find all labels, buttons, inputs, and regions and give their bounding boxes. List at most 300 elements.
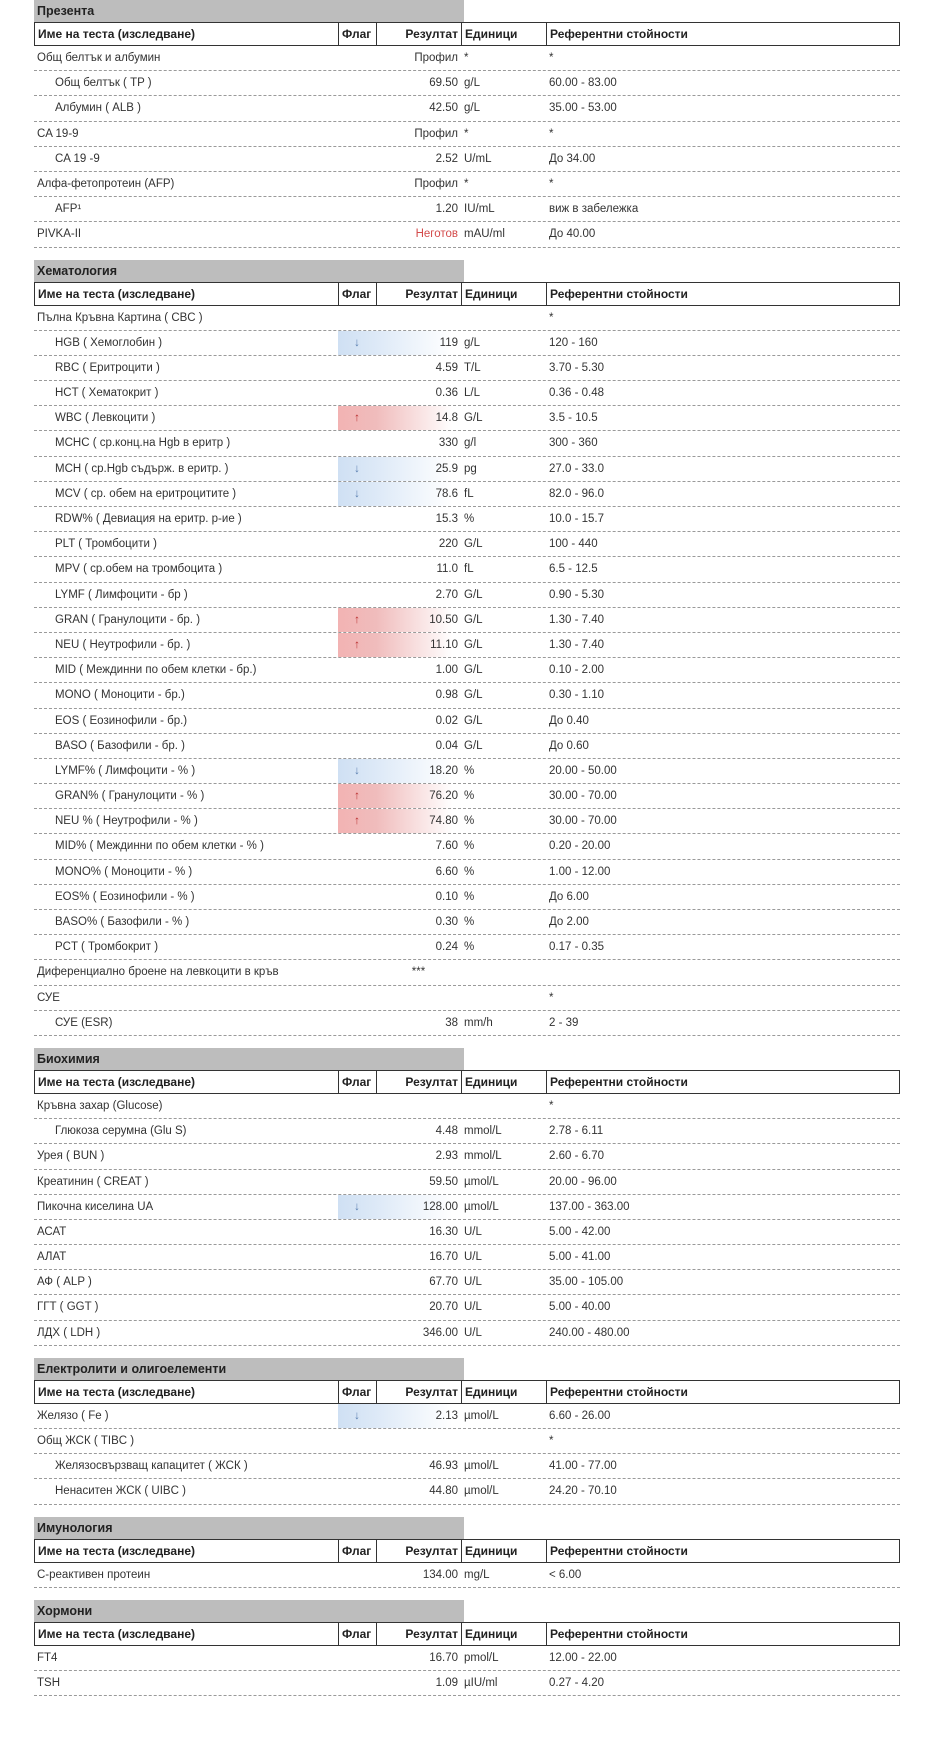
unit-value: U/mL — [464, 152, 492, 165]
reference-range: 0.10 - 2.00 — [549, 664, 604, 677]
table-row — [34, 306, 900, 331]
table-row — [34, 557, 900, 582]
reference-range: 300 - 360 — [549, 437, 598, 450]
reference-range: 60.00 - 83.00 — [549, 77, 617, 90]
unit-value: U/L — [464, 1251, 482, 1264]
result-value: 16.70 — [429, 1651, 458, 1664]
flag-indicator — [338, 532, 376, 556]
flag-indicator — [338, 172, 376, 196]
table-row — [34, 1119, 900, 1144]
results-section — [34, 260, 900, 1048]
table-row — [34, 331, 900, 356]
test-name: TSH — [37, 1676, 60, 1689]
result-value: 1.00 — [435, 664, 458, 677]
reference-range: 2.60 - 6.70 — [549, 1150, 604, 1163]
header-reference: Референтни стойности — [550, 1543, 688, 1558]
reference-range: 30.00 - 70.00 — [549, 815, 617, 828]
flag-indicator — [338, 306, 376, 330]
flag-indicator — [338, 557, 376, 581]
section-title: Имунология — [34, 1517, 464, 1539]
header-flag: Флаг — [339, 1381, 377, 1403]
test-name: Глюкоза серумна (Glu S) — [55, 1125, 187, 1138]
reference-range: 137.00 - 363.00 — [549, 1200, 630, 1213]
reference-range: 120 - 160 — [549, 336, 598, 349]
table-row — [34, 406, 900, 431]
test-name: PLT ( Тромбоцити ) — [55, 538, 157, 551]
test-name: PCT ( Тромбокрит ) — [55, 941, 159, 954]
unit-value — [461, 1429, 546, 1453]
flag-indicator — [338, 96, 376, 120]
test-name: Желязо ( Fe ) — [37, 1409, 109, 1422]
result-value: 6.60 — [435, 865, 458, 878]
result-value — [376, 1094, 461, 1118]
unit-value: fL — [464, 487, 474, 500]
test-name: АСАТ — [37, 1225, 67, 1238]
unit-value: µmol/L — [464, 1409, 499, 1422]
reference-range: 27.0 - 33.0 — [549, 462, 604, 475]
table-row — [34, 1429, 900, 1454]
table-row — [34, 1220, 900, 1245]
results-section — [34, 1048, 900, 1358]
flag-indicator — [338, 1321, 376, 1345]
result-value: 20.70 — [429, 1301, 458, 1314]
flag-indicator — [338, 658, 376, 682]
reference-range: 0.17 - 0.35 — [549, 941, 604, 954]
test-name: Общ белтък и албумин — [37, 52, 161, 64]
result-value: 2.70 — [435, 588, 458, 601]
flag-indicator — [338, 1429, 376, 1453]
unit-value: % — [464, 916, 475, 928]
unit-value: G/L — [464, 638, 483, 651]
flag-indicator — [338, 122, 376, 146]
test-name: EOS% ( Еозинофили - % ) — [55, 890, 195, 903]
header-reference: Референтни стойности — [550, 27, 688, 41]
table-row — [34, 532, 900, 557]
table-row — [34, 709, 900, 734]
result-value — [376, 306, 461, 330]
flag-indicator — [338, 381, 376, 405]
test-name: WBC ( Левкоцити ) — [55, 412, 156, 425]
unit-value: % — [464, 840, 475, 853]
section-title: Биохимия — [34, 1048, 464, 1070]
result-value: 10.50 — [376, 608, 461, 632]
result-value: 16.70 — [429, 1251, 458, 1264]
unit-value: T/L — [464, 361, 481, 374]
reference-range: 35.00 - 105.00 — [549, 1276, 624, 1289]
result-value: 15.3 — [435, 513, 458, 525]
test-name: Урея ( BUN ) — [37, 1150, 105, 1163]
test-name: MCHC ( ср.конц.на Hgb в еритр ) — [55, 437, 231, 450]
header-flag: Флаг — [339, 1540, 377, 1562]
test-name: EOS ( Еозинофили - бр.) — [55, 714, 188, 727]
table-row — [34, 935, 900, 960]
table-row — [34, 46, 900, 71]
test-name: MCH ( ср.Hgb съдърж. в еритр. ) — [55, 462, 229, 475]
unit-value: G/L — [464, 714, 483, 727]
unit-value: G/L — [464, 739, 483, 752]
unit-value — [461, 960, 546, 984]
reference-range: 1.30 - 7.40 — [549, 638, 604, 651]
flag-indicator: ↑ — [338, 608, 376, 632]
flag-indicator: ↓ — [338, 482, 376, 506]
unit-value: U/L — [464, 1326, 482, 1339]
table-header — [34, 1070, 900, 1094]
result-value: 69.50 — [429, 77, 458, 90]
flag-indicator — [338, 197, 376, 221]
unit-value: % — [464, 764, 475, 777]
result-value: 76.20 — [376, 784, 461, 808]
header-test-name: Име на теста (изследване) — [35, 23, 339, 45]
reference-range: 0.27 - 4.20 — [549, 1676, 604, 1689]
unit-value: g/L — [464, 336, 480, 349]
reference-range: * — [549, 311, 554, 324]
table-row — [34, 1011, 900, 1036]
test-name: BASO% ( Базофили - % ) — [55, 916, 190, 928]
test-name: HGB ( Хемоглобин ) — [55, 336, 163, 349]
result-value: *** — [411, 966, 426, 979]
result-value: 2.93 — [435, 1150, 458, 1163]
flag-indicator: ↓ — [338, 457, 376, 481]
unit-value: * — [464, 177, 469, 190]
table-row — [34, 885, 900, 910]
flag-indicator — [338, 1295, 376, 1319]
table-row — [34, 1563, 900, 1588]
table-row — [34, 583, 900, 608]
test-name: MID% ( Междинни по обем клетки - % ) — [55, 840, 264, 853]
unit-value: pmol/L — [464, 1651, 499, 1664]
unit-value: µmol/L — [464, 1485, 499, 1498]
header-result: Резултат — [377, 1381, 462, 1403]
section-rows — [34, 1094, 900, 1346]
unit-value — [461, 306, 546, 330]
header-test-name: Име на теста (изследване) — [35, 1071, 339, 1093]
table-header — [34, 1622, 900, 1646]
flag-indicator: ↓ — [338, 759, 376, 783]
test-name: Диференциално броене на левкоцити в кръв — [37, 966, 279, 979]
table-row — [34, 986, 900, 1011]
reference-range: 5.00 - 42.00 — [549, 1225, 611, 1238]
flag-indicator — [338, 910, 376, 934]
table-row — [34, 1195, 900, 1220]
result-value: 78.6 — [376, 482, 461, 506]
reference-range: До 0.60 — [549, 739, 589, 752]
reference-range: 2 - 39 — [549, 1016, 579, 1029]
table-row — [34, 1270, 900, 1295]
flag-indicator — [338, 71, 376, 95]
header-result: Резултат — [377, 1071, 462, 1093]
section-rows — [34, 1646, 900, 1696]
table-row — [34, 1321, 900, 1346]
result-value: Профил — [414, 127, 458, 140]
test-name: AFP¹ — [55, 203, 82, 216]
test-name: GRAN ( Гранулоцити - бр. ) — [55, 613, 201, 626]
reference-range: До 0.40 — [549, 714, 589, 727]
table-row — [34, 147, 900, 172]
section-rows — [34, 306, 900, 1036]
test-name: GRAN% ( Гранулоцити - % ) — [55, 790, 205, 803]
table-row — [34, 860, 900, 885]
flag-indicator — [338, 860, 376, 884]
table-row — [34, 960, 900, 985]
test-name: Ненаситен ЖСК ( UIBC ) — [55, 1485, 186, 1498]
table-row — [34, 381, 900, 406]
table-row — [34, 482, 900, 507]
reference-range: До 2.00 — [549, 916, 589, 928]
table-row — [34, 507, 900, 532]
unit-value: µmol/L — [464, 1175, 499, 1188]
header-reference: Референтни стойности — [550, 1074, 688, 1089]
result-value: 4.59 — [435, 361, 458, 374]
flag-indicator — [338, 222, 376, 246]
unit-value: µmol/L — [464, 1200, 499, 1213]
reference-range — [546, 960, 900, 984]
test-name: CA 19-9 — [37, 127, 79, 140]
test-name: Кръвна захар (Glucose) — [37, 1099, 163, 1112]
test-name: PIVKA-II — [37, 228, 82, 241]
unit-value: % — [464, 513, 475, 525]
lab-results-report — [34, 0, 900, 1708]
unit-value: % — [464, 790, 475, 803]
header-result: Резултат — [377, 1623, 462, 1645]
reference-range: 0.20 - 20.00 — [549, 840, 611, 853]
table-row — [34, 96, 900, 121]
result-value: 0.10 — [435, 890, 458, 903]
unit-value: U/L — [464, 1301, 482, 1314]
result-value: 16.30 — [429, 1225, 458, 1238]
reference-range: 82.0 - 96.0 — [549, 487, 604, 500]
table-row — [34, 1671, 900, 1696]
reference-range: 1.00 - 12.00 — [549, 865, 611, 878]
results-section — [34, 1358, 900, 1517]
result-value — [376, 1429, 461, 1453]
header-reference: Референтни стойности — [550, 1626, 688, 1641]
section-rows — [34, 46, 900, 248]
header-units: Единици — [462, 1071, 547, 1093]
table-row — [34, 1479, 900, 1504]
test-name: ЛДХ ( LDH ) — [37, 1326, 101, 1339]
results-section — [34, 1517, 900, 1600]
table-row — [34, 633, 900, 658]
flag-indicator — [338, 1479, 376, 1503]
test-name: LYMF ( Лимфоцити - бр ) — [55, 588, 188, 601]
unit-value: mmol/L — [464, 1125, 502, 1138]
table-row — [34, 222, 900, 247]
unit-value: * — [464, 52, 469, 64]
results-section — [34, 1600, 900, 1708]
result-value: Неготов — [415, 228, 458, 241]
unit-value: fL — [464, 563, 474, 576]
unit-value: µIU/ml — [464, 1676, 498, 1689]
flag-indicator — [338, 1270, 376, 1294]
table-row — [34, 1144, 900, 1169]
reference-range: 1.30 - 7.40 — [549, 613, 604, 626]
test-name: Креатинин ( CREAT ) — [37, 1175, 149, 1188]
test-name: MONO% ( Моноцити - % ) — [55, 865, 193, 878]
flag-indicator — [338, 1094, 376, 1118]
unit-value: G/L — [464, 588, 483, 601]
table-row — [34, 71, 900, 96]
unit-value: pg — [464, 462, 477, 475]
flag-indicator — [338, 1563, 376, 1587]
reference-range: 5.00 - 41.00 — [549, 1251, 611, 1264]
unit-value: mmol/L — [464, 1150, 502, 1163]
flag-indicator — [338, 1220, 376, 1244]
reference-range: 12.00 - 22.00 — [549, 1651, 617, 1664]
unit-value: U/L — [464, 1276, 482, 1289]
table-header — [34, 1380, 900, 1404]
result-value: 25.9 — [376, 457, 461, 481]
result-value: 2.13 — [376, 1404, 461, 1428]
unit-value: % — [464, 890, 475, 903]
table-row — [34, 608, 900, 633]
reference-range: * — [549, 1435, 554, 1447]
table-row — [34, 172, 900, 197]
reference-range: 0.30 - 1.10 — [549, 689, 604, 702]
flag-indicator — [338, 709, 376, 733]
table-row — [34, 197, 900, 222]
unit-value — [461, 1094, 546, 1118]
section-title: Електролити и олигоелементи — [34, 1358, 464, 1380]
unit-value: G/L — [464, 664, 483, 677]
unit-value: g/L — [464, 77, 480, 90]
result-value: Профил — [414, 52, 458, 64]
header-reference: Референтни стойности — [550, 286, 688, 301]
flag-indicator: ↑ — [338, 633, 376, 657]
header-flag: Флаг — [339, 1623, 377, 1645]
reference-range: виж в забележка — [549, 203, 639, 216]
result-value: 0.02 — [435, 714, 458, 727]
test-name: RDW% ( Девиация на еритр. р-ие ) — [55, 513, 242, 525]
flag-indicator — [338, 147, 376, 171]
reference-range: 240.00 - 480.00 — [549, 1326, 630, 1339]
flag-indicator — [338, 1646, 376, 1670]
reference-range: 3.5 - 10.5 — [549, 412, 598, 425]
flag-indicator — [338, 935, 376, 959]
result-value: 46.93 — [429, 1460, 458, 1473]
unit-value: L/L — [464, 387, 480, 400]
reference-range: 5.00 - 40.00 — [549, 1301, 611, 1314]
result-value: 1.20 — [435, 203, 458, 216]
reference-range: 35.00 - 53.00 — [549, 102, 617, 115]
result-value: Профил — [414, 177, 458, 190]
table-row — [34, 658, 900, 683]
test-name: Албумин ( ALB ) — [55, 102, 141, 115]
result-value: 330 — [438, 437, 458, 450]
flag-indicator: ↓ — [338, 1404, 376, 1428]
header-units: Единици — [462, 283, 547, 305]
test-name: Алфа-фетопротеин (AFP) — [37, 177, 175, 190]
result-value: 44.80 — [429, 1485, 458, 1498]
table-row — [34, 910, 900, 935]
header-units: Единици — [462, 23, 547, 45]
result-value: 119 — [376, 331, 461, 355]
table-row — [34, 356, 900, 381]
flag-indicator — [338, 1011, 376, 1035]
result-value: 11.0 — [436, 563, 458, 576]
flag-indicator: ↓ — [338, 331, 376, 355]
result-value: 128.00 — [376, 1195, 461, 1219]
result-value: 0.36 — [435, 387, 458, 400]
flag-indicator — [338, 431, 376, 455]
reference-range: * — [549, 127, 554, 140]
header-result: Резултат — [377, 283, 462, 305]
reference-range: 24.20 - 70.10 — [549, 1485, 617, 1498]
result-value: 4.48 — [435, 1125, 458, 1138]
reference-range: 0.36 - 0.48 — [549, 387, 604, 400]
section-title: Хормони — [34, 1600, 464, 1622]
reference-range: * — [549, 991, 554, 1004]
test-name: ГГТ ( GGT ) — [37, 1301, 99, 1314]
reference-range: 6.5 - 12.5 — [549, 563, 598, 576]
test-name: MCV ( ср. обем на еритроцитите ) — [55, 487, 237, 500]
unit-value: U/L — [464, 1225, 482, 1238]
header-flag: Флаг — [339, 283, 377, 305]
flag-indicator — [338, 1671, 376, 1695]
reference-range: 6.60 - 26.00 — [549, 1409, 611, 1422]
result-value: 1.09 — [435, 1676, 458, 1689]
table-row — [34, 1094, 900, 1119]
header-test-name: Име на теста (изследване) — [35, 283, 339, 305]
test-name: MONO ( Моноцити - бр.) — [55, 689, 185, 702]
unit-value: IU/mL — [464, 203, 495, 216]
unit-value: G/L — [464, 689, 483, 702]
section-title: Хематология — [34, 260, 464, 282]
result-value: 220 — [438, 538, 458, 551]
header-units: Единици — [462, 1540, 547, 1562]
result-value: 0.98 — [435, 689, 458, 702]
flag-indicator: ↑ — [338, 406, 376, 430]
unit-value: % — [464, 815, 475, 828]
flag-indicator — [338, 1454, 376, 1478]
result-value: 0.24 — [435, 941, 458, 954]
result-value: 74.80 — [376, 809, 461, 833]
table-row — [34, 431, 900, 456]
flag-indicator: ↑ — [338, 784, 376, 808]
flag-indicator — [338, 46, 376, 70]
section-rows — [34, 1404, 900, 1505]
result-value: 7.60 — [435, 840, 458, 853]
header-flag: Флаг — [339, 1071, 377, 1093]
reference-range: * — [549, 177, 554, 190]
test-name: СУЕ (ESR) — [55, 1016, 113, 1029]
test-name: CA 19 -9 — [55, 152, 100, 165]
result-value: 42.50 — [429, 102, 458, 115]
reference-range: До 40.00 — [549, 228, 596, 241]
table-row — [34, 122, 900, 147]
table-row — [34, 1245, 900, 1270]
flag-indicator: ↓ — [338, 1195, 376, 1219]
flag-indicator — [338, 1144, 376, 1168]
result-value: 14.8 — [376, 406, 461, 430]
table-row — [34, 683, 900, 708]
header-result: Резултат — [377, 1540, 462, 1562]
test-name: FT4 — [37, 1651, 58, 1664]
reference-range: 10.0 - 15.7 — [549, 513, 604, 525]
test-name: Общ ЖСК ( TIBC ) — [37, 1435, 135, 1447]
result-value: 0.04 — [435, 739, 458, 752]
table-row — [34, 1454, 900, 1479]
header-flag: Флаг — [339, 23, 377, 45]
unit-value: % — [464, 865, 475, 878]
test-name: Желязосвързващ капацитет ( ЖСК ) — [55, 1460, 248, 1473]
flag-indicator — [338, 885, 376, 909]
unit-value — [461, 986, 546, 1010]
flag-indicator — [338, 734, 376, 758]
test-name: NEU ( Неутрофили - бр. ) — [55, 638, 191, 651]
result-value: 346.00 — [422, 1326, 458, 1339]
test-name: NEU % ( Неутрофили - % ) — [55, 815, 198, 828]
header-test-name: Име на теста (изследване) — [35, 1540, 339, 1562]
